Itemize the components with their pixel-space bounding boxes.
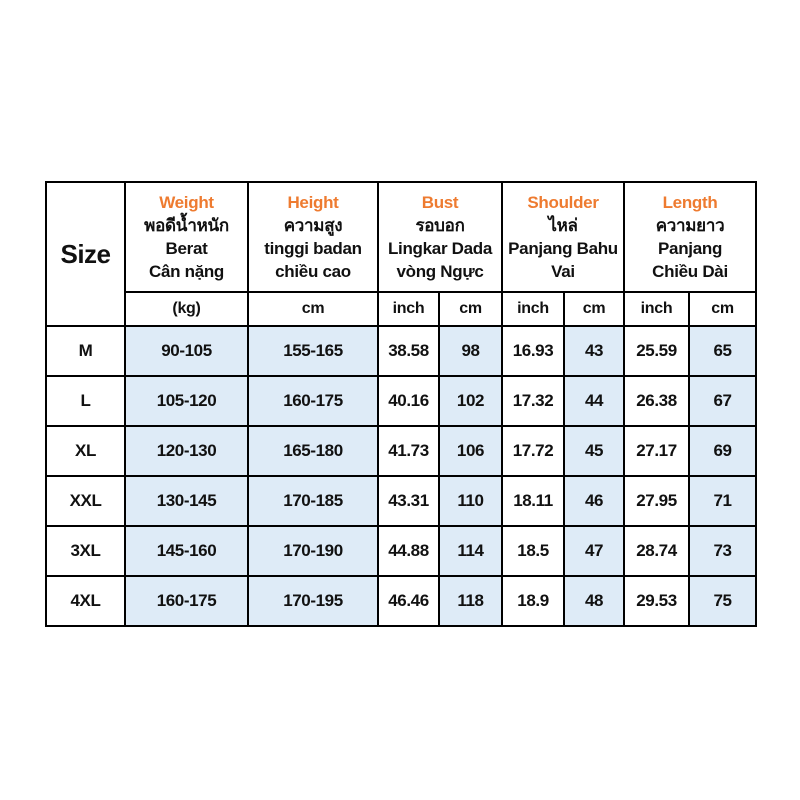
bust-inch-cell: 38.58: [378, 326, 439, 376]
bust-inch-cell: 41.73: [378, 426, 439, 476]
shoulder-cm-cell: 44: [564, 376, 624, 426]
height-cell: 170-190: [248, 526, 378, 576]
unit-length-inch: inch: [624, 292, 689, 326]
header-height: [248, 182, 378, 292]
length-cm-cell: 73: [689, 526, 756, 576]
bust-cm-cell: 114: [439, 526, 502, 576]
size-cell: 4XL: [46, 576, 125, 626]
size-cell: XXL: [46, 476, 125, 526]
size-cell: M: [46, 326, 125, 376]
table-row-3xl: [46, 526, 756, 576]
bust-inch-cell: 40.16: [378, 376, 439, 426]
unit-length-cm: cm: [689, 292, 756, 326]
unit-shoulder-cm: cm: [564, 292, 624, 326]
bust-inch-cell: 43.31: [378, 476, 439, 526]
length-cm-cell: 67: [689, 376, 756, 426]
header-length-id: Panjang: [658, 239, 723, 258]
header-length-en: Length: [662, 193, 718, 212]
unit-weight-kg: (kg): [125, 292, 248, 326]
weight-cell: 105-120: [125, 376, 248, 426]
header-row: [46, 182, 756, 292]
unit-row: [46, 292, 756, 326]
bust-cm-cell: 106: [439, 426, 502, 476]
weight-cell: 120-130: [125, 426, 248, 476]
length-cm-cell: 75: [689, 576, 756, 626]
unit-shoulder-inch: inch: [502, 292, 564, 326]
shoulder-inch-cell: 18.5: [502, 526, 564, 576]
header-shoulder-th: ไหล่: [548, 216, 578, 235]
header-length-vi: Chiều Dài: [652, 262, 728, 281]
shoulder-inch-cell: 17.72: [502, 426, 564, 476]
header-shoulder-en: Shoulder: [527, 193, 599, 212]
header-height-en: Height: [287, 193, 339, 212]
header-shoulder-id: Panjang Bahu: [508, 239, 618, 258]
shoulder-cm-cell: 47: [564, 526, 624, 576]
shoulder-inch-cell: 18.11: [502, 476, 564, 526]
size-cell: 3XL: [46, 526, 125, 576]
length-inch-cell: 26.38: [624, 376, 689, 426]
header-length: [624, 182, 756, 292]
length-cm-cell: 65: [689, 326, 756, 376]
height-cell: 155-165: [248, 326, 378, 376]
bust-cm-cell: 98: [439, 326, 502, 376]
header-weight: [125, 182, 248, 292]
length-inch-cell: 25.59: [624, 326, 689, 376]
size-column-header: Size: [46, 182, 125, 326]
header-bust-en: Bust: [421, 193, 459, 212]
bust-cm-cell: 110: [439, 476, 502, 526]
weight-cell: 145-160: [125, 526, 248, 576]
length-cm-cell: 71: [689, 476, 756, 526]
table-row-m: [46, 326, 756, 376]
header-weight-th: พอดีน้ำหนัก: [144, 216, 229, 235]
header-height-id: tinggi badan: [264, 239, 362, 258]
shoulder-cm-cell: 46: [564, 476, 624, 526]
header-height-vi: chiều cao: [275, 262, 351, 281]
weight-cell: 130-145: [125, 476, 248, 526]
header-bust-id: Lingkar Dada: [387, 239, 493, 258]
size-chart: [45, 181, 757, 627]
header-weight-id: Berat: [165, 239, 208, 258]
height-cell: 170-195: [248, 576, 378, 626]
length-inch-cell: 28.74: [624, 526, 689, 576]
header-weight-vi: Cân nặng: [148, 262, 225, 281]
bust-inch-cell: 44.88: [378, 526, 439, 576]
bust-inch-cell: 46.46: [378, 576, 439, 626]
header-bust-vi: vòng Ngực: [396, 262, 484, 281]
size-cell: L: [46, 376, 125, 426]
length-inch-cell: 27.95: [624, 476, 689, 526]
height-cell: 170-185: [248, 476, 378, 526]
shoulder-cm-cell: 43: [564, 326, 624, 376]
unit-bust-cm: cm: [439, 292, 502, 326]
length-cm-cell: 69: [689, 426, 756, 476]
unit-bust-inch: inch: [378, 292, 439, 326]
bust-cm-cell: 118: [439, 576, 502, 626]
shoulder-inch-cell: 16.93: [502, 326, 564, 376]
shoulder-cm-cell: 48: [564, 576, 624, 626]
shoulder-inch-cell: 17.32: [502, 376, 564, 426]
header-shoulder-vi: Vai: [551, 262, 575, 281]
height-cell: 165-180: [248, 426, 378, 476]
weight-cell: 160-175: [125, 576, 248, 626]
height-cell: 160-175: [248, 376, 378, 426]
length-inch-cell: 27.17: [624, 426, 689, 476]
size-chart-table: [45, 181, 757, 627]
weight-cell: 90-105: [125, 326, 248, 376]
header-length-th: ความยาว: [655, 216, 725, 235]
header-height-th: ความสูง: [283, 216, 343, 235]
unit-height-cm: cm: [248, 292, 378, 326]
length-inch-cell: 29.53: [624, 576, 689, 626]
table-row-l: [46, 376, 756, 426]
header-shoulder: [502, 182, 624, 292]
bust-cm-cell: 102: [439, 376, 502, 426]
shoulder-cm-cell: 45: [564, 426, 624, 476]
header-weight-en: Weight: [159, 193, 214, 212]
header-bust-th: รอบอก: [415, 216, 465, 235]
table-row-xl: [46, 426, 756, 476]
table-row-xxl: [46, 476, 756, 526]
size-cell: XL: [46, 426, 125, 476]
shoulder-inch-cell: 18.9: [502, 576, 564, 626]
header-bust: [378, 182, 502, 292]
table-row-4xl: [46, 576, 756, 626]
